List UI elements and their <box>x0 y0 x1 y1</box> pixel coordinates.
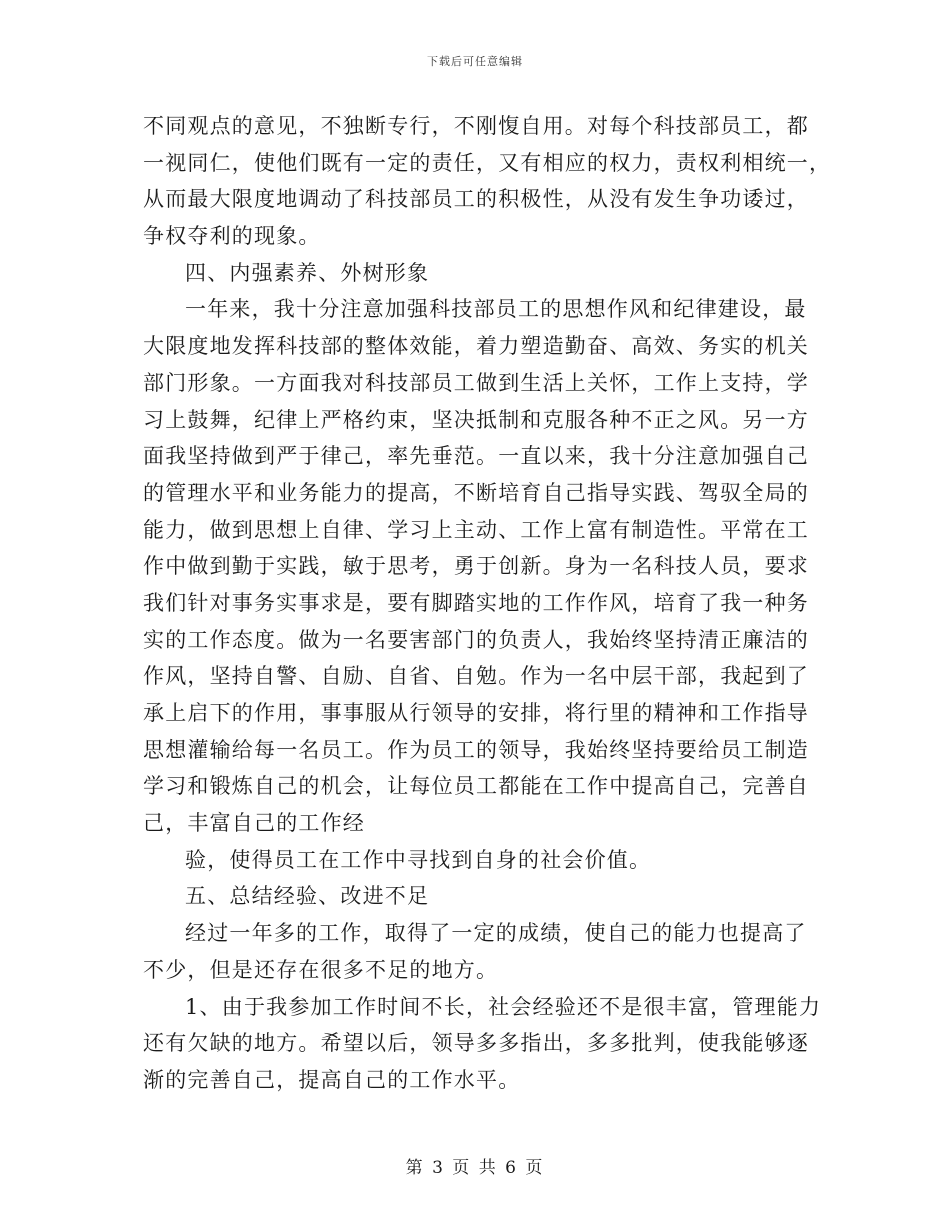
text-line: 部门形象。一方面我对科技部员工做到生活上关怀，工作上支持，学 <box>143 370 809 395</box>
text-line: 能力，做到思想上自律、学习上主动、工作上富有制造性。平常在工 <box>143 517 809 542</box>
text-line: 我们针对事务实事求是，要有脚踏实地的工作作风，培育了我一种务 <box>143 590 809 615</box>
text-line: 承上启下的作用，事事服从行领导的安排，将行里的精神和工作指导 <box>143 701 809 725</box>
text-line: 不同观点的意见，不独断专行，不刚愎自用。对每个科技部员工，都 <box>143 114 809 138</box>
text-line: 思想灌输给每一名员工。作为员工的领导，我始终坚持要给员工制造 <box>143 737 809 762</box>
text-line: 的管理水平和业务能力的提高，不断培育自己指导实践、驾驭全局的 <box>143 480 809 505</box>
text-line: 一视同仁，使他们既有一定的责任，又有相应的权力，责权利相统一， <box>143 150 832 175</box>
text-line: 验，使得员工在工作中寻找到自身的社会价值。 <box>185 847 652 872</box>
page-header: 下载后可任意编辑 <box>427 55 523 68</box>
text-line: 还有欠缺的地方。希望以后，领导多多指出，多多批判，使我能够逐 <box>143 1031 809 1056</box>
text-line: 一年来，我十分注意加强科技部员工的思想作风和纪律建设，最 <box>185 297 807 322</box>
text-line: 争权夺利的现象。 <box>143 224 321 249</box>
document-body <box>143 108 832 1099</box>
text-line: 面我坚持做到严于律己，率先垂范。一直以来，我十分注意加强自己 <box>143 444 809 469</box>
text-line: 渐的完善自己，提高自己的工作水平。 <box>143 1067 521 1092</box>
text-line: 学习和锻炼自己的机会，让每位员工都能在工作中提高自己，完善自 <box>143 774 809 799</box>
text-line: 实的工作态度。做为一名要害部门的负责人，我始终坚持清正廉洁的 <box>143 627 809 652</box>
text-line: 习上鼓舞，纪律上严格约束，坚决抵制和克服各种不正之风。另一方 <box>143 407 809 432</box>
text-line: 大限度地发挥科技部的整体效能，着力塑造勤奋、高效、务实的机关 <box>143 334 809 359</box>
text-line: 作风，坚持自警、自励、自省、自勉。作为一名中层干部，我起到了 <box>143 664 809 689</box>
text-line: 从而最大限度地调动了科技部员工的积极性，从没有发生争功诿过， <box>143 187 809 212</box>
text-line: 1、由于我参加工作时间不长，社会经验还不是很丰富，管理能力 <box>185 994 822 1019</box>
text-line: 经过一年多的工作，取得了一定的成绩，使自己的能力也提高了 <box>185 921 807 946</box>
text-line: 作中做到勤于实践，敏于思考，勇于创新。身为一名科技人员，要求 <box>143 554 809 579</box>
text-line: 四、内强素养、外树形象 <box>185 260 430 285</box>
text-line: 不少，但是还存在很多不足的地方。 <box>143 957 499 982</box>
text-line: 五、总结经验、改进不足 <box>185 884 430 909</box>
text-line: 己，丰富自己的工作经 <box>143 811 365 836</box>
page-footer: 第 3 页 共 6 页 <box>405 1158 545 1178</box>
